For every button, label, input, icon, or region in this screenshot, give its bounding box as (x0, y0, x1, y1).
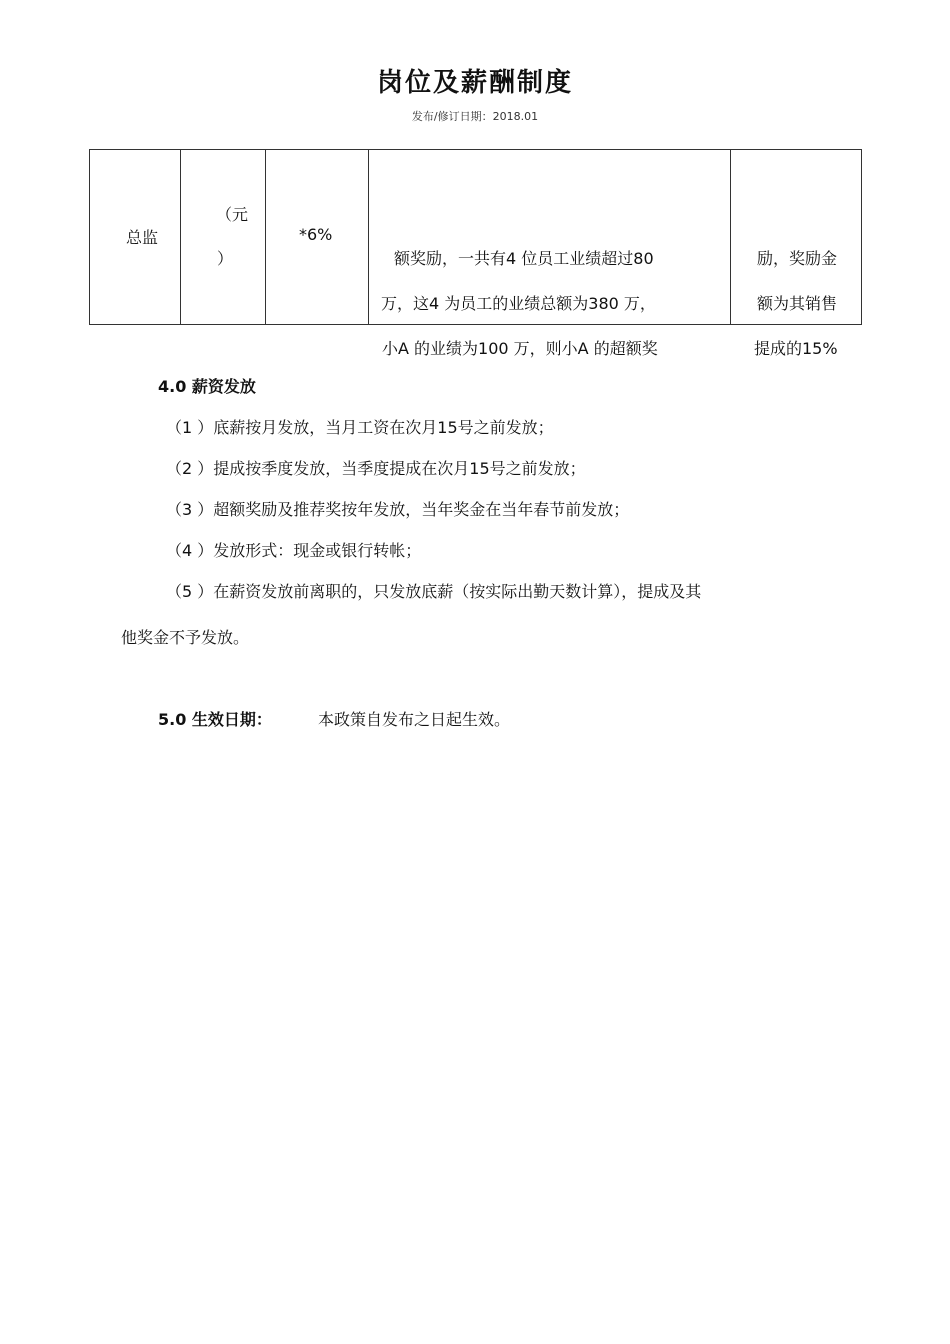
section-4-heading: 4.0 薪资发放 (158, 377, 256, 396)
salary-table-fragment (89, 149, 862, 325)
description-line1: 额奖励，一共有4 位员工业绩超过80 (394, 249, 654, 268)
section-4-item-4: （4 ）发放形式：现金或银行转帐； (166, 541, 422, 560)
table-row (90, 150, 862, 325)
description-line2: 万，这4 为员工的业绩总额为380 万， (381, 294, 656, 313)
remark-overflow: 提成的15% (754, 339, 838, 358)
remark-line1: 励，奖励金 (757, 249, 838, 268)
section-5-heading: 5.0 生效日期： (158, 710, 272, 729)
remark-line2: 额为其销售 (757, 294, 838, 313)
position-label: 总监 (126, 228, 159, 247)
table-cell-position (90, 150, 181, 325)
description-overflow: 小A 的业绩为100 万，则小A 的超额奖 (382, 339, 658, 358)
table-cell-rate (266, 150, 369, 325)
table-cell-remark (731, 150, 862, 325)
unit-label-line1: （元 (216, 205, 249, 224)
section-4-item-3: （3 ）超额奖励及推荐奖按年发放，当年奖金在当年春节前发放； (166, 500, 630, 519)
revision-date: 发布/修订日期：2018.01 (411, 110, 539, 123)
section-4-item-2: （2 ）提成按季度发放，当季度提成在次月15号之前发放； (166, 459, 586, 478)
unit-label-line2: ） (217, 249, 234, 268)
section-4-item-5: （5 ）在薪资发放前离职的，只发放底薪（按实际出勤天数计算），提成及其 (166, 582, 702, 601)
section-5-text: 本政策自发布之日起生效。 (318, 710, 511, 729)
section-4-item-1: （1 ）底薪按月发放，当月工资在次月15号之前发放； (166, 418, 554, 437)
table-cell-description (369, 150, 731, 325)
table-cell-unit (181, 150, 266, 325)
rate-value: *6% (299, 225, 333, 244)
section-4-item-5-continued: 他奖金不予发放。 (121, 628, 250, 647)
page-title: 岗位及薪酬制度 (376, 68, 573, 98)
